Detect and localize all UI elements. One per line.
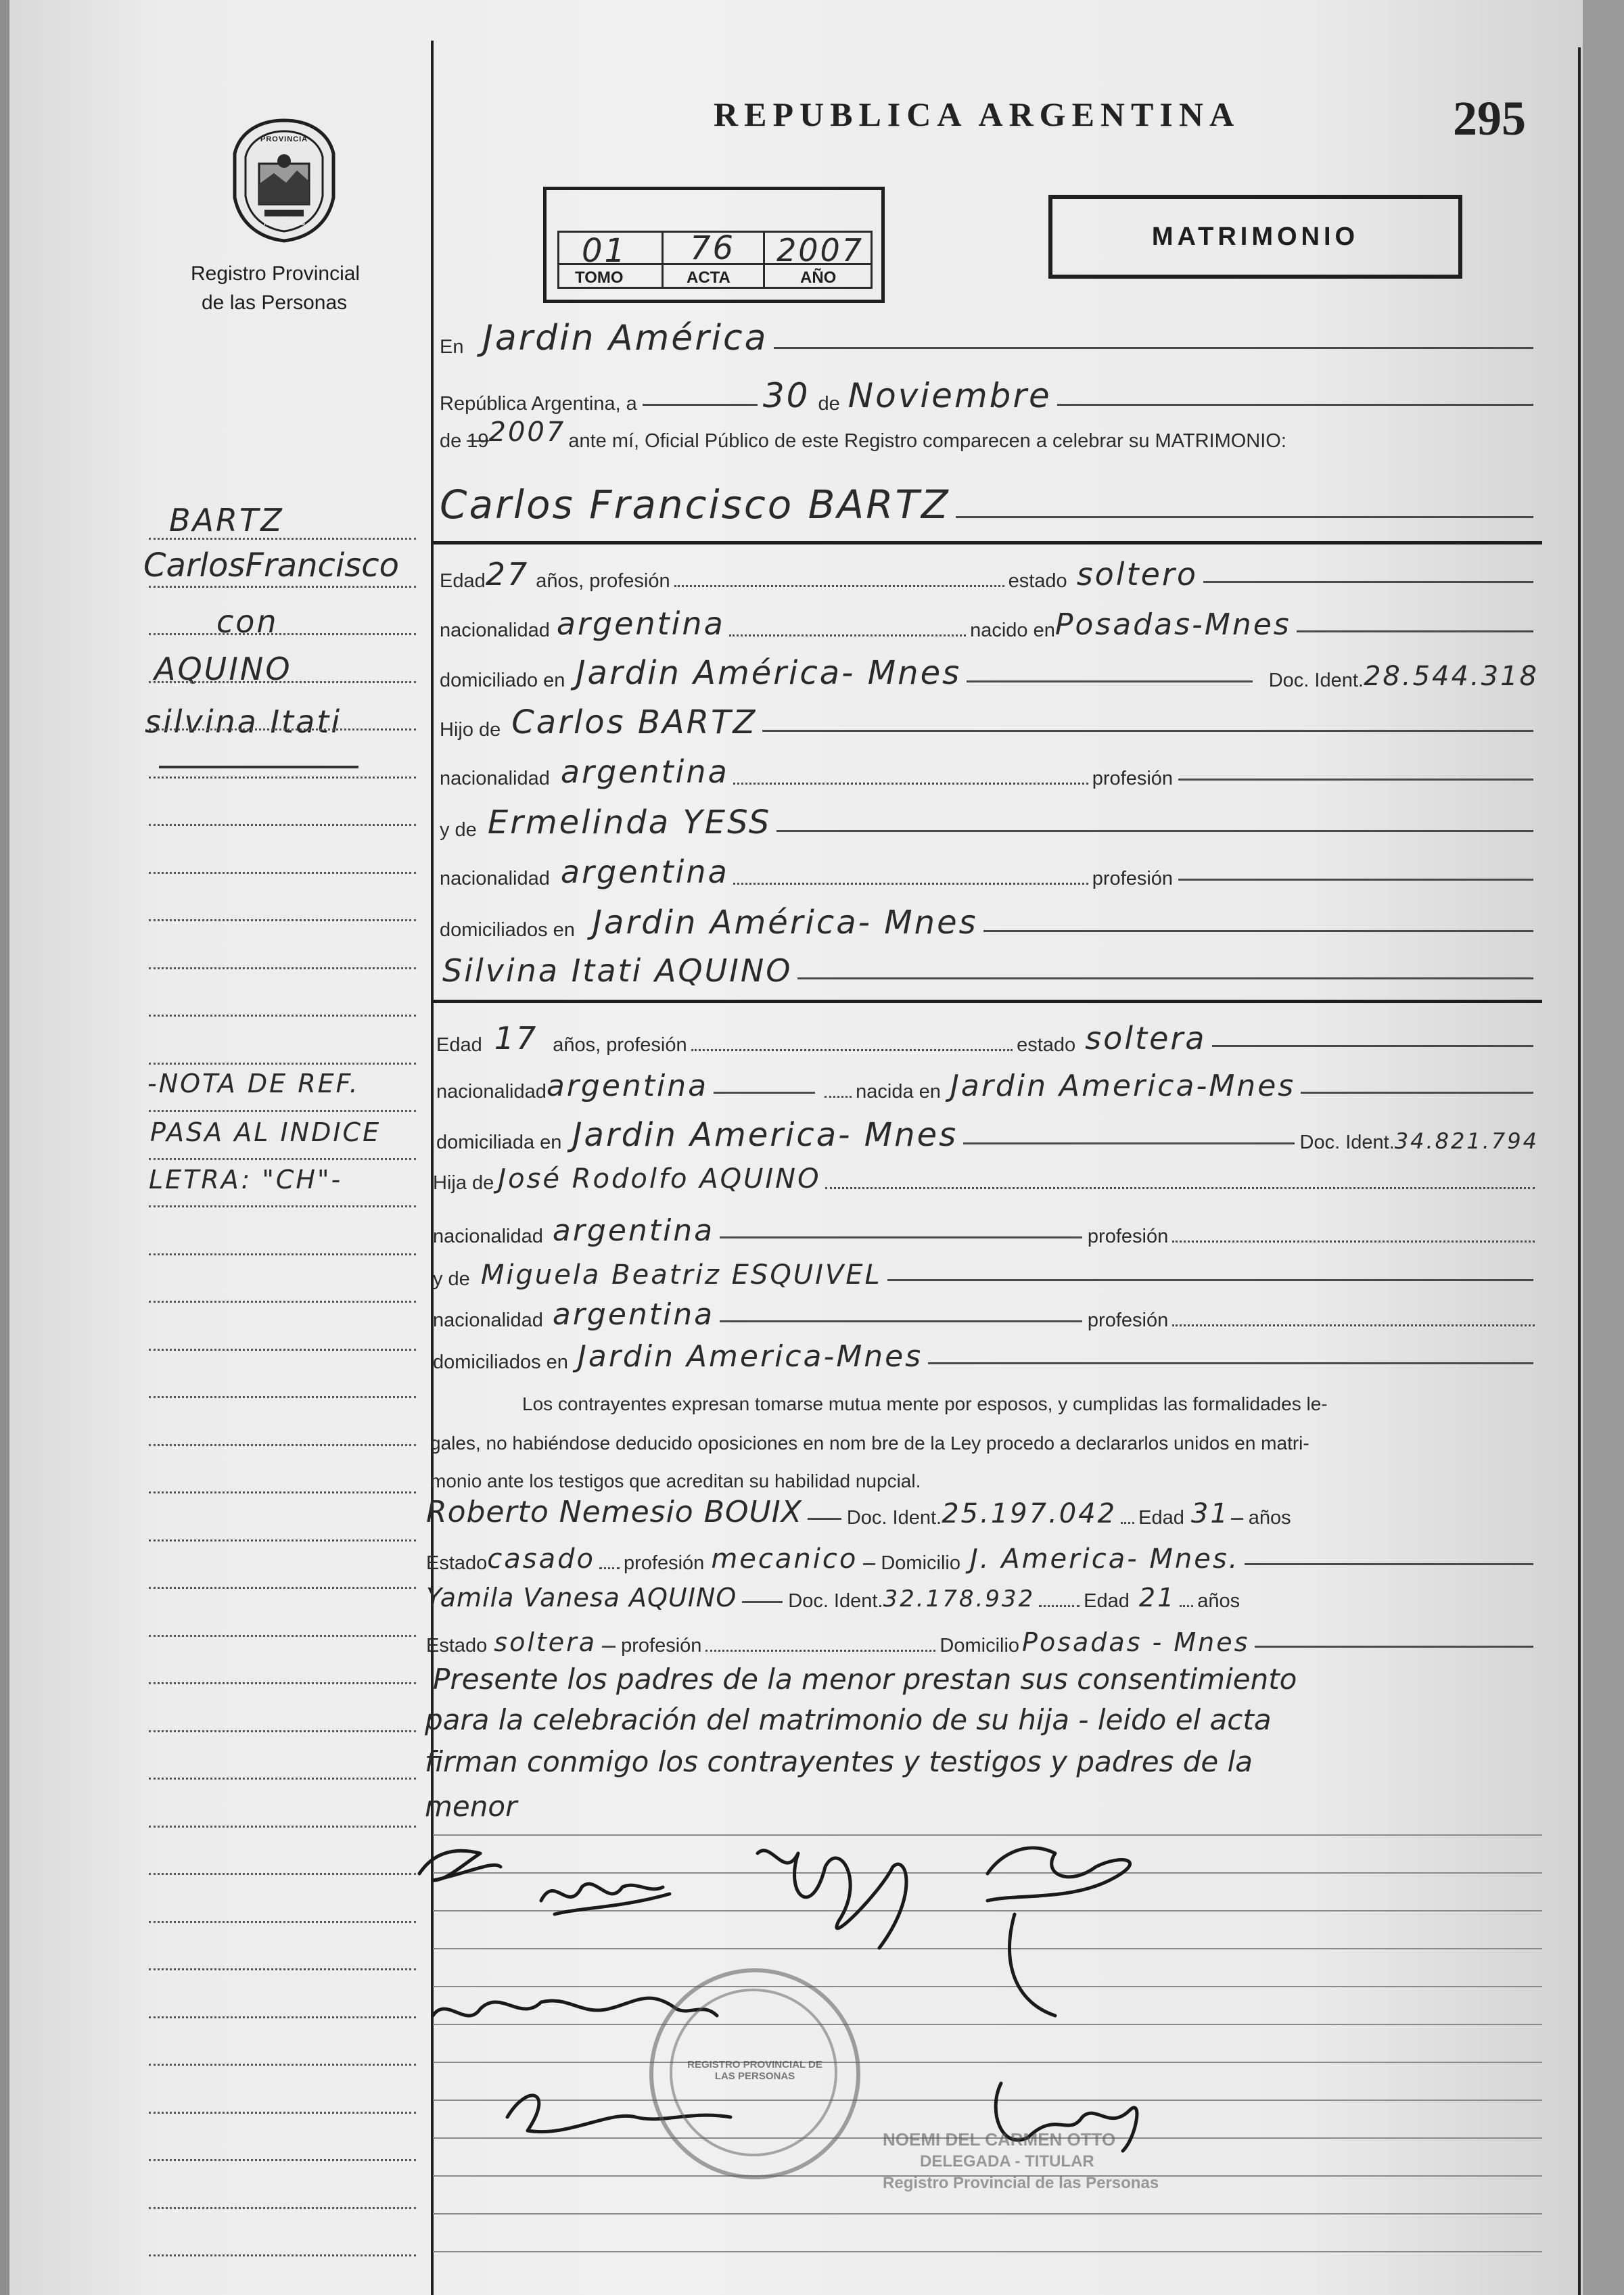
bride-domicilio: Jardin America- Mnes [572,1116,958,1154]
groom-domicilio: Jardin América- Mnes [576,654,962,692]
stamp-name-line2: DELEGADA - TITULAR [920,2152,1094,2171]
row-place [440,318,1539,358]
row-witness2 [426,1583,1539,1613]
binding-edge-left [0,0,9,2295]
margin-closing-rule [159,766,358,768]
day-value: 30 [762,376,810,415]
groom-section-rule [433,541,1542,544]
bride-name: Silvina Itati AQUINO [442,952,793,989]
bride-father-prof-label: profesión [1087,1226,1169,1247]
ano-value: 2007 [776,232,864,269]
margin-ruled-line [149,586,416,588]
margin-ruled-line [149,1778,416,1780]
declaration-line2: gales, no habiéndose deducido oposiciones en nom bre de la Ley procedo a declararlos unidos en matri- [430,1433,1309,1454]
row-bride-age [436,1020,1539,1057]
groom-father-nac-label: nacionalidad [440,768,550,789]
margin-ruled-line [149,681,416,683]
bride-nacionalidad: argentina [546,1069,709,1103]
witness1-domicilio-label: Domicilio [881,1552,960,1574]
groom-dom-label: domiciliado en [440,670,565,691]
registry-name-line1: Registro Provincial [191,262,361,285]
groom-father: Carlos BARTZ [511,703,758,741]
witness1-domicilio: J. America- Mnes. [969,1544,1240,1575]
row-witness1-details [426,1544,1539,1575]
row-groom-father [440,703,1539,741]
signature-4 [988,1848,1130,2016]
witness1-doc: 25.197.042 [942,1498,1117,1529]
groom-hijo-label: Hijo de [440,719,501,741]
row-date [440,376,1539,415]
observation-line1: Presente los padres de la menor prestan sus consentimiento [433,1663,1297,1696]
row-groom-nationality [440,605,1539,642]
bride-estado-label: estado [1017,1034,1076,1056]
ante-text: ante mí, Oficial Público de este Registro comparecen a celebrar su MATRIMONIO: [568,430,1286,452]
row-groom-parents-address [440,904,1539,942]
margin-ruled-line [149,1253,416,1255]
witness2-name: Yamila Vanesa AQUINO [426,1583,737,1613]
margin-ruled-line [149,919,416,921]
observation-line2: para la celebración del matrimonio de su hija - leido el acta [425,1703,1272,1736]
bride-doc-label: Doc. Ident. [1299,1132,1395,1153]
margin-surname: BARTZ [169,502,284,538]
record-id-box [543,187,885,303]
margin-ruled-line [149,728,416,731]
declaration-line1: Los contrayentes expresan tomarse mutua mente por esposos, y cumplidas las formalidades le- [522,1393,1328,1414]
groom-mother-prof-label: profesión [1092,868,1174,889]
margin-ruled-line [149,1491,416,1493]
bride-father-nac: argentina [552,1213,715,1248]
bride-mother-nac-label: nacionalidad [433,1309,543,1331]
witness1-estado: casado [487,1544,596,1575]
margin-ruled-line [149,1587,416,1589]
witness1-profesion-label: profesión [624,1552,705,1574]
tomo-label: TOMO [575,269,624,287]
margin-ruled-line [149,1349,416,1351]
margin-ruled-line [149,2159,416,2161]
seal-text-top: PROVINCIA [260,135,308,143]
row-groom-mother [440,804,1539,841]
right-rule [1578,47,1581,2295]
margin-given-names-2: silvina Itati [145,703,342,740]
place-value: Jardin América [482,318,768,358]
margin-surname-2: AQUINO [154,651,292,687]
groom-nacido-label: nacido en [970,620,1055,641]
row-bride-father [433,1163,1539,1195]
row-groom-address [440,654,1539,692]
witness2-doc-label: Doc. Ident. [788,1590,883,1612]
binding-edge-right [1583,0,1624,2295]
groom-mother: Ermelinda YESS [487,804,772,841]
margin-ruled-line [149,1158,416,1160]
groom-mother-nac: argentina [560,854,729,890]
groom-nacido-en: Posadas-Mnes [1054,607,1291,642]
tomo-value: 01 [582,232,628,270]
margin-ruled-line [149,1539,416,1541]
groom-parents-dom-label: domiciliados en [440,919,575,941]
witness2-estado-label: Estado [426,1635,488,1656]
bride-hija-label: Hija de [433,1172,494,1194]
bride-father: José Rodolfo AQUINO [498,1163,821,1195]
bride-section-rule [433,1000,1542,1003]
bride-dom-label: domiciliada en [436,1132,562,1153]
margin-ruled-line [149,1921,416,1923]
margin-ruled-line [149,2112,416,2114]
witness2-edad: 21 [1138,1583,1176,1613]
margin-ruled-line [149,1444,416,1446]
witness1-estado-label: Estado [426,1552,488,1574]
doc-type-box [1048,195,1462,279]
bride-mother: Miguela Beatriz ESQUIVEL [480,1259,882,1291]
margin-ruled-line [149,1301,416,1303]
margin-ruled-line [149,872,416,874]
groom-name: Carlos Francisco BARTZ [440,482,950,528]
declaration-line3: monio ante los testigos que acreditan su habilidad nupcial. [430,1470,921,1491]
row-witness1 [426,1495,1539,1529]
groom-father-prof-label: profesión [1092,768,1174,789]
witness2-anios-label: años [1197,1590,1240,1612]
bride-age-label: Edad [436,1034,482,1056]
margin-ruled-line [149,2207,416,2209]
de19-label: de [440,430,462,452]
stamp-ring-text: REGISTRO PROVINCIAL DE LAS PERSONAS [687,2059,822,2082]
margin-ruled-line [149,1635,416,1637]
bride-father-nac-label: nacionalidad [433,1226,543,1247]
acta-label: ACTA [687,269,730,287]
row-bride-mother [433,1259,1539,1291]
page-number: 295 [1453,91,1526,145]
margin-ruled-line [149,2064,416,2066]
margin-ruled-line [149,2016,416,2018]
margin-ruled-line [149,633,416,635]
witness2-doc: 32.178.932 [883,1585,1036,1613]
groom-estado-label: estado [1008,570,1067,592]
doc-type-label: MATRIMONIO [1151,222,1360,251]
witness1-profesion: mecanico [711,1544,858,1575]
acta-value: 76 [690,229,736,267]
row-bride-father-nat [433,1213,1539,1248]
signature-3 [758,1851,906,1948]
bride-anios-profesion-label: años, profesión [553,1034,687,1056]
margin-con: con [216,603,279,640]
margin-ruled-line [149,1396,416,1398]
year-prefix-struck: 19 [467,430,489,452]
bride-nacida-en: Jardin America-Mnes [950,1069,1296,1103]
row-bride-nationality [436,1069,1539,1103]
groom-doc: 28.544.318 [1363,661,1539,692]
witness1-doc-label: Doc. Ident. [846,1507,942,1529]
margin-ruled-line [149,1063,416,1065]
groom-age: 27 [485,556,530,593]
witness2-domicilio: Posadas - Mnes [1022,1627,1250,1657]
seal-text-bottom: MISIONES [264,219,306,227]
groom-age-label: Edad [440,570,486,592]
margin-ruled-line [149,776,416,779]
row-bride-parents-address [433,1339,1539,1374]
margin-ruled-line [149,1968,416,1970]
bride-age: 17 [494,1020,538,1057]
margin-given-names: CarlosFrancisco [143,547,400,584]
de-label: de [818,393,840,415]
margin-note-line1: -NOTA DE REF. [147,1069,360,1098]
official-stamp [649,1968,860,2179]
margin-ruled-line [149,824,416,826]
row-bride-mother-nat [433,1297,1539,1332]
bride-parents-dom-label: domiciliados en [433,1351,568,1373]
row-groom-name [440,482,1539,528]
month-value: Noviembre [848,376,1052,415]
bride-estado: soltera [1085,1020,1207,1057]
groom-parents-dom: Jardin América- Mnes [592,904,978,942]
stamp-name-line1: NOEMI DEL CARMEN OTTO [883,2129,1116,2150]
row-year [440,417,1539,453]
margin-ruled-line [149,1826,416,1828]
bride-doc: 34.821.794 [1394,1128,1539,1154]
margin-ruled-line [149,1110,416,1112]
margin-ruled-line [149,1015,416,1017]
year-value: 2007 [488,417,566,448]
margin-ruled-line [149,1682,416,1684]
republica-label: República Argentina, a [440,393,637,415]
signature-1 [419,1851,501,1880]
witness2-domicilio-label: Domicilio [939,1635,1020,1656]
row-groom-mother-nat [440,854,1539,890]
margin-note-line3: LETRA: "CH"- [149,1165,343,1195]
bride-mother-prof-label: profesión [1087,1309,1169,1331]
bride-yde-label: y de [433,1268,470,1290]
witness2-profesion-label: profesión [621,1635,702,1656]
witness1-edad-label: Edad [1138,1507,1184,1529]
row-bride-name [440,952,1539,989]
groom-nacionalidad: argentina [556,605,725,642]
margin-ruled-line [149,967,416,969]
registry-name-line2: de las Personas [202,292,348,314]
signature-2 [541,1884,670,1914]
row-groom-age [440,556,1539,593]
observation-line3: firman conmigo los contrayentes y testigos y padres de la [425,1745,1253,1778]
witness1-name: Roberto Nemesio BOUIX [426,1495,802,1529]
body-ruled-line [433,2251,1542,2252]
margin-ruled-line [149,1205,416,1207]
ano-label: AÑO [800,269,837,287]
witness1-edad: 31 [1190,1498,1230,1529]
margin-ruled-line [149,2254,416,2256]
groom-doc-label: Doc. Ident. [1268,670,1364,691]
witness2-edad-label: Edad [1084,1590,1130,1612]
groom-anios-profesion-label: años, profesión [536,570,670,592]
country-title: REPUBLICA ARGENTINA [714,95,1240,133]
observation-line4: menor [425,1790,517,1823]
bride-mother-nac: argentina [552,1297,715,1332]
margin-note-line2: PASA AL INDICE [150,1117,381,1147]
row-witness2-details [426,1627,1539,1657]
witness2-estado: soltera [494,1627,597,1657]
margin-ruled-line [149,1730,416,1732]
groom-yde-label: y de [440,819,477,841]
bride-nacida-label: nacida en [856,1081,941,1103]
en-label: En [440,336,464,358]
groom-nac-label: nacionalidad [440,620,550,641]
groom-mother-nac-label: nacionalidad [440,868,550,889]
provincial-seal [227,116,342,245]
bride-nac-label: nacionalidad [436,1081,547,1103]
bride-parents-dom: Jardin America-Mnes [577,1339,923,1374]
margin-ruled-line [149,1873,416,1875]
groom-estado: soltero [1076,556,1198,593]
witness1-anios-label: años [1248,1507,1291,1529]
groom-father-nac: argentina [560,754,729,790]
row-groom-father-nat [440,754,1539,790]
stamp-name-line3: Registro Provincial de las Personas [883,2174,1159,2192]
row-bride-address [436,1116,1539,1154]
body-ruled-line [433,2213,1542,2215]
margin-ruled-line [149,538,416,540]
